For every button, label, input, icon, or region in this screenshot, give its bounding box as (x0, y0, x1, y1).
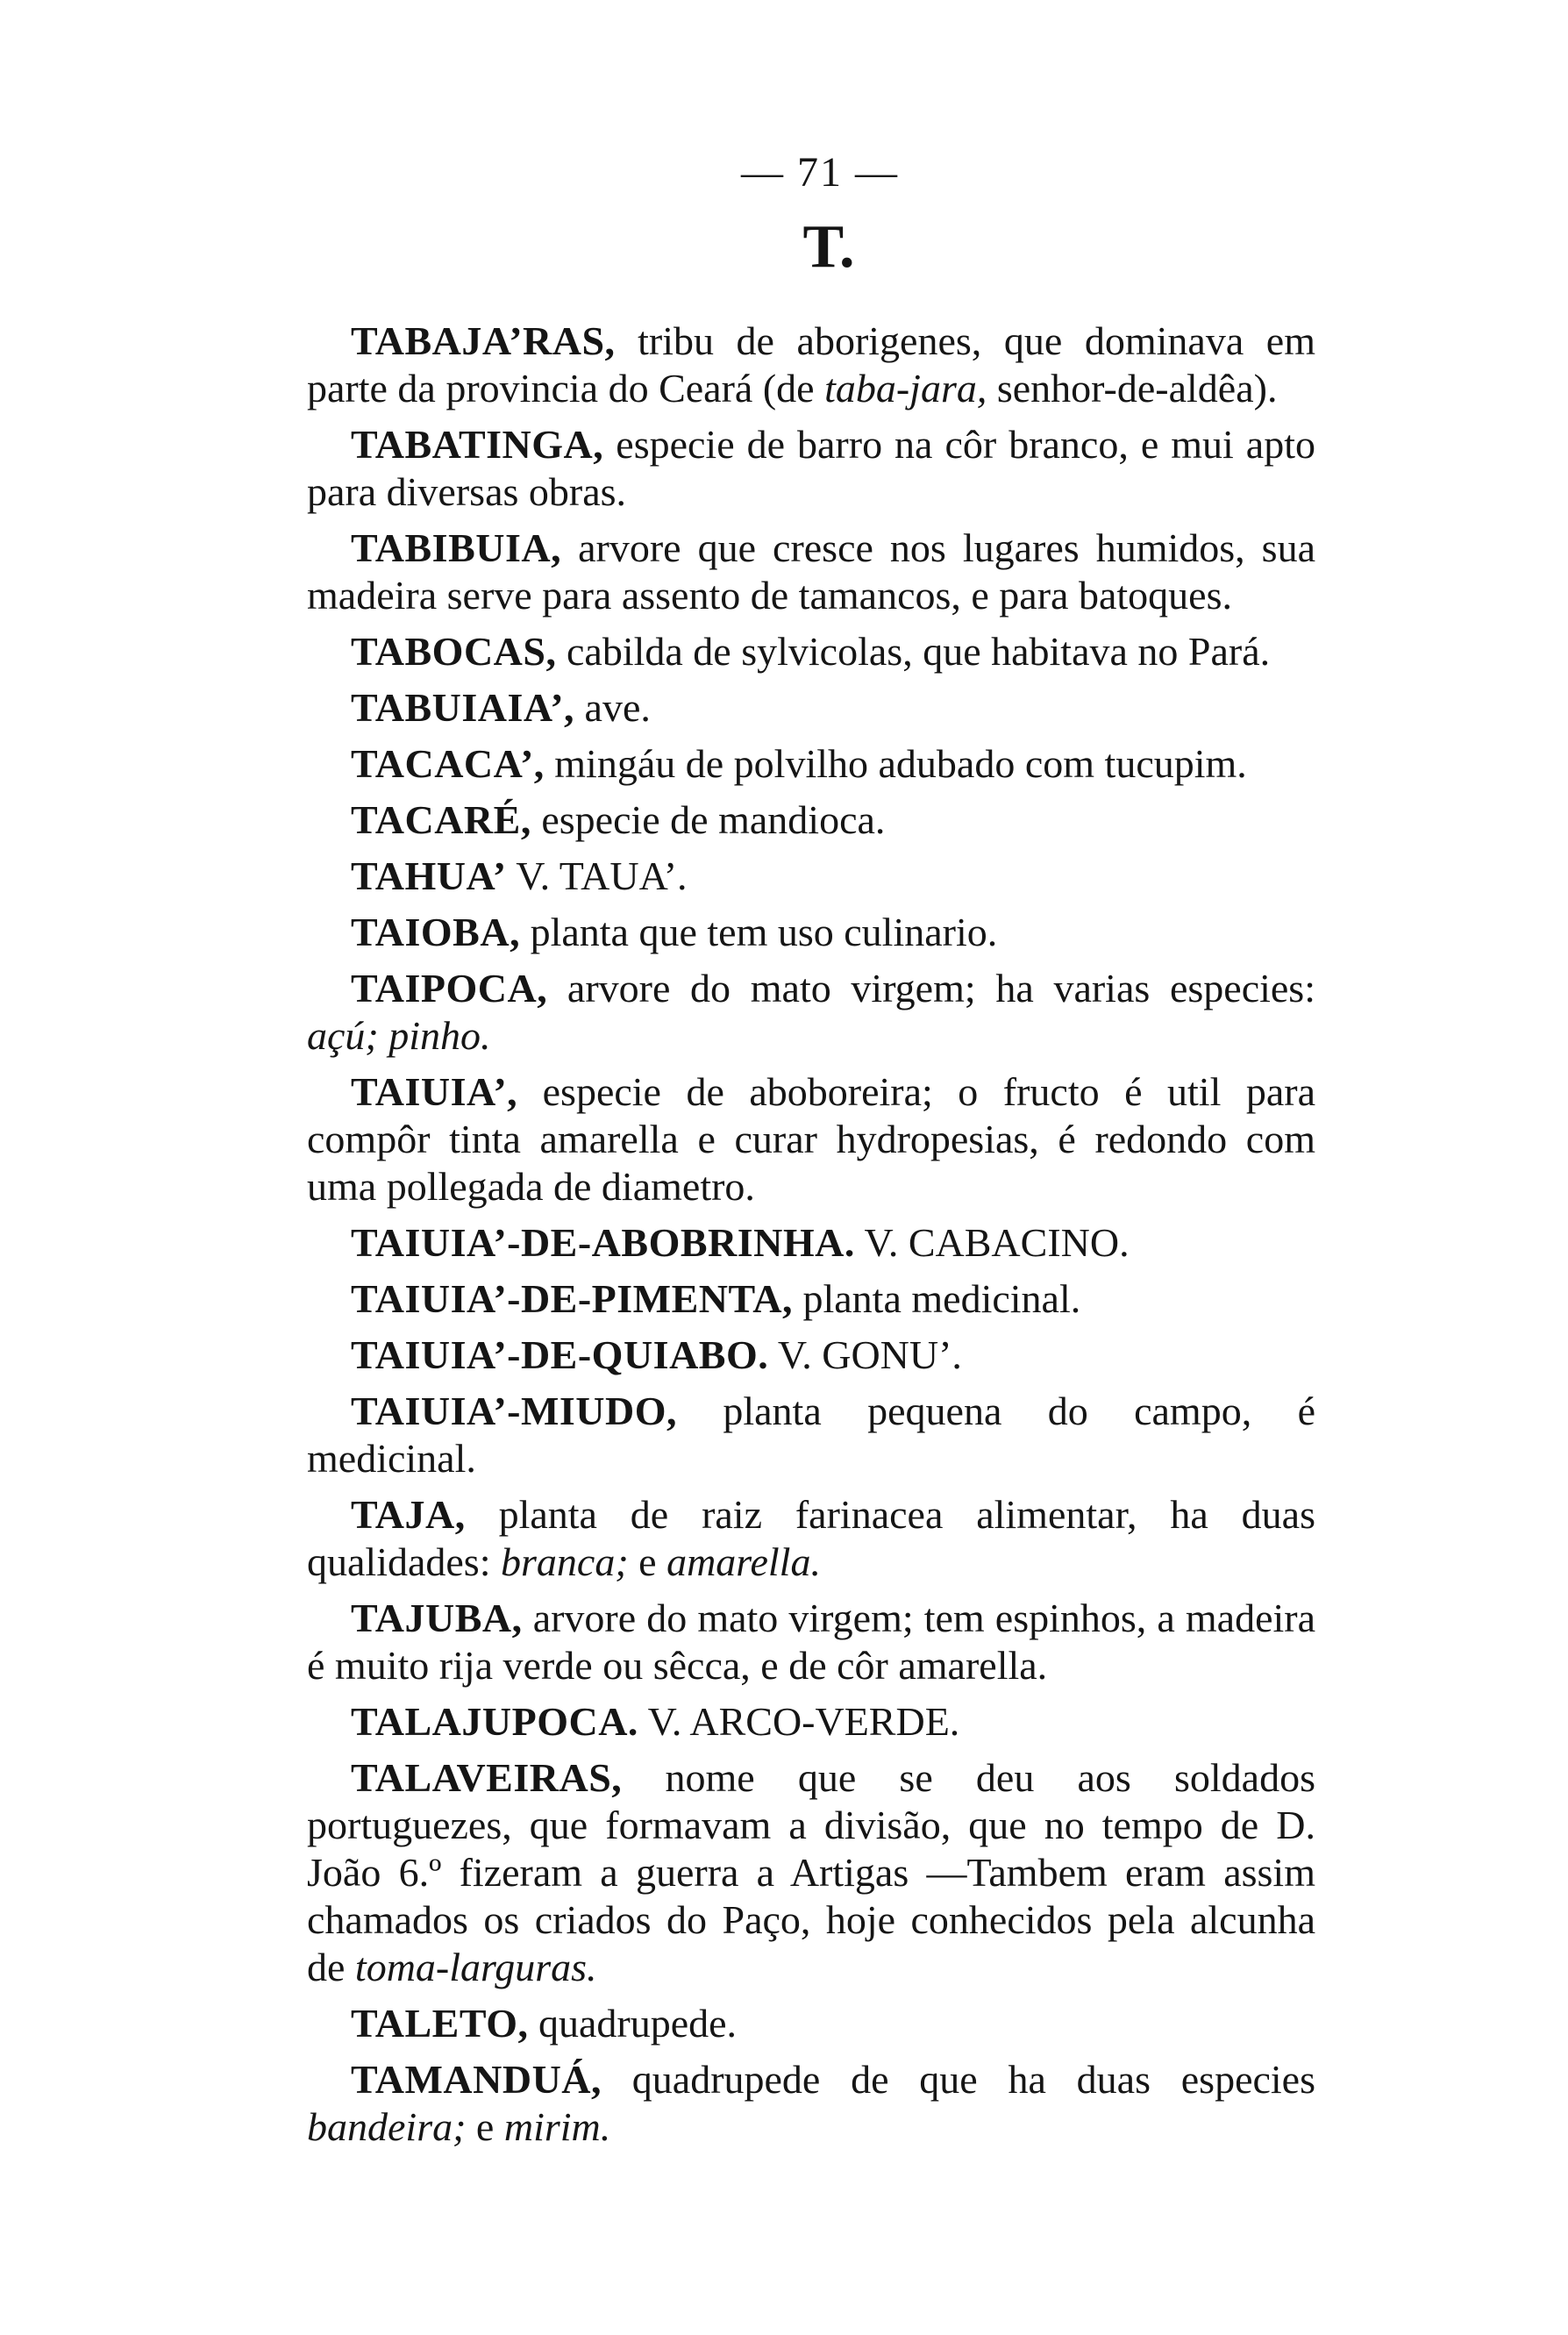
entry-text: arvore que cresce nos lugares humidos, sua madeira serve para assento de tamancos, e para batoques. (307, 525, 1315, 618)
entry-text: cabilda de sylvicolas, que habitava no Pará. (556, 629, 1271, 674)
dictionary-entry (307, 1595, 1315, 1689)
entry-headword: TAIUIA’-DE-PIMENTA, (351, 1276, 793, 1321)
entry-headword: TAHUA’ (351, 853, 507, 898)
dictionary-entry (307, 684, 1315, 732)
entry-headword: TABIBUIA, (351, 525, 562, 570)
entry-text: e (628, 1539, 667, 1584)
entry-headword: TALAJUPOCA. (351, 1699, 638, 1744)
entry-text: V. CABACINO. (854, 1220, 1130, 1265)
entry-headword: TAMANDUÁ, (351, 2057, 602, 2102)
entry-text: mingáu de polvilho adubado com tucupim. (544, 741, 1247, 786)
entry-headword: TALETO, (351, 2001, 529, 2046)
entry-headword: TABOCAS, (351, 629, 557, 674)
entry-text: tribu de aborigenes, que dominava em parte da provincia do Ceará (de (307, 318, 1315, 411)
dictionary-entry (307, 740, 1315, 788)
dictionary-entry (307, 421, 1315, 516)
entry-headword: TALAVEIRAS, (351, 1755, 623, 1800)
dictionary-entry (307, 628, 1315, 675)
dictionary-entry (307, 1332, 1315, 1379)
entry-italic: toma-larguras. (354, 1945, 597, 1989)
entry-text: senhor-de-aldêa). (987, 366, 1278, 411)
entry-text: quadrupede. (528, 2001, 738, 2046)
entry-text: nome que se deu aos soldados portuguezes, que formavam a divisão, que no tempo de D. João 6.º fizeram a guerra a Artigas —Tambem eram assim chamados os criados do Paço, hoje conhecidos pela alcunha de (307, 1755, 1315, 1989)
entry-italic: amarella. (666, 1539, 821, 1584)
dictionary-entry (307, 318, 1315, 412)
entry-text: arvore do mato virgem; ha varias especies: (547, 966, 1315, 1010)
entry-headword: TAIUIA’, (351, 1069, 518, 1114)
entry-text: arvore do mato virgem; tem espinhos, a madeira é muito rija verde ou sêcca, e de côr amarella. (307, 1596, 1315, 1688)
entry-text: planta de raiz farinacea alimentar, ha duas qualidades: (307, 1492, 1315, 1584)
entry-text: e (466, 2104, 504, 2149)
dictionary-entry (307, 796, 1315, 844)
entry-text: ave. (574, 685, 651, 730)
dictionary-page (307, 149, 1315, 2160)
dictionary-entry (307, 909, 1315, 956)
entry-headword: TAIPOCA, (351, 966, 548, 1010)
entry-headword: TAIUIA’-DE-QUIABO. (351, 1332, 769, 1377)
dictionary-entry (307, 1388, 1315, 1482)
dictionary-entry (307, 1754, 1315, 1991)
dictionary-entry (307, 1698, 1315, 1746)
entry-headword: TAJA, (351, 1492, 466, 1537)
entry-text: V. GONU’. (768, 1332, 962, 1377)
entry-text: especie de mandioca. (531, 797, 886, 842)
dictionary-entry (307, 2000, 1315, 2047)
dictionary-entry (307, 2056, 1315, 2151)
entry-headword: TACACA’, (351, 741, 545, 786)
entry-headword: TAIUIA’-DE-ABOBRINHA. (351, 1220, 855, 1265)
page-number: — 71 — (741, 149, 899, 196)
entry-headword: TAIOBA, (351, 910, 521, 954)
entry-text: V. TAUA’. (506, 853, 688, 898)
entry-italic: taba-jara, (824, 366, 987, 411)
dictionary-entry (307, 1219, 1315, 1267)
entry-headword: TAJUBA, (351, 1596, 523, 1640)
dictionary-entry (307, 1068, 1315, 1210)
entry-italic: mirim. (503, 2104, 611, 2149)
dictionary-entry (307, 1491, 1315, 1586)
dictionary-entry (307, 525, 1315, 619)
entry-text: planta que tem uso culinario. (520, 910, 998, 954)
entry-headword: TABATINGA, (351, 422, 604, 467)
entry-text: especie de barro na côr branco, e mui apto para diversas obras. (307, 422, 1315, 514)
entry-headword: TAIUIA’-MIUDO, (351, 1389, 677, 1433)
entry-headword: TACARÉ, (351, 797, 531, 842)
entry-italic: bandeira; (307, 2104, 467, 2149)
section-letter: T. (802, 213, 855, 281)
entry-headword: TABAJA’RAS, (351, 318, 616, 363)
entry-headword: TABUIAIA’, (351, 685, 575, 730)
entry-list (307, 318, 1315, 2151)
entry-italic: açú; pinho. (307, 1013, 491, 1058)
dictionary-entry (307, 853, 1315, 900)
entry-text: especie de aboboreira; o fructo é util para compôr tinta amarella e curar hydropesias, é redondo com uma pollegada de diametro. (307, 1069, 1315, 1209)
dictionary-entry (307, 1275, 1315, 1323)
entry-text: quadrupede de que ha duas especies (602, 2057, 1315, 2102)
entry-text: planta medicinal. (792, 1276, 1081, 1321)
dictionary-entry (307, 965, 1315, 1060)
entry-text: planta pequena do campo, é medicinal. (307, 1389, 1315, 1481)
entry-text: V. ARCO-VERDE. (638, 1699, 960, 1744)
entry-italic: branca; (501, 1539, 629, 1584)
